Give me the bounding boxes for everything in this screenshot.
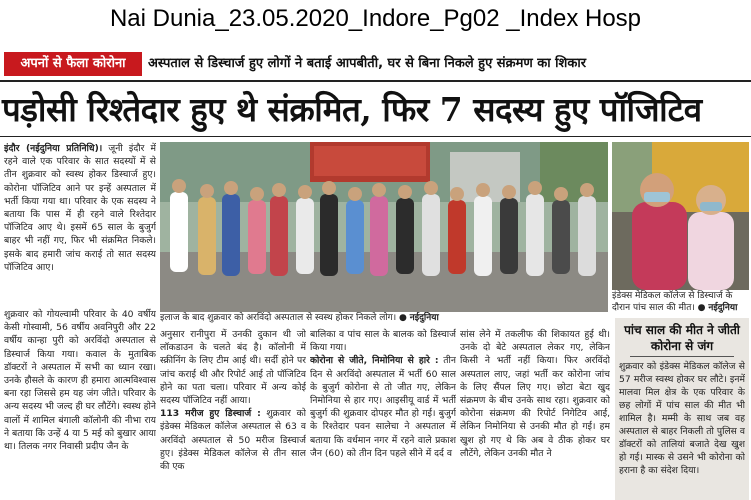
sidebar-title: पांच साल की मीत ने जीती कोरोना से जंग — [624, 323, 740, 353]
paragraph: जूनी इंदौर में रहने वाले एक परिवार के सात सदस्यों में से तीन शुक्रवार को स्वस्थ होकर डिस्चार्ज हुए। कोरोना पॉजिटिव आने पर इन्हें अस्पताल में भर्ती किया गया था। परिवार के एक सदस्य ने बताया कि पास में ही रहने वाले रिश्तेदार पॉजिटिव आए थे। इसमें 65 साल के बुजुर्ग बाहर भी नहीं गए, फिर भी संक्रमित निकले। इसके बाद हमारी जांच कराई तो सात सदस्य पॉजिटिव आए। — [4, 143, 156, 273]
sidebar-text: शुक्रवार को इंडेक्स मेडिकल कॉलेज से 57 मरीज स्वस्थ होकर घर लौटे। इनमें मालवा मिल क्षेत्र के एक परिवार के छह लोगों में पांच साल की मीत भी शामिल है। मम्मी के साथ जब वह अस्पताल से बाहर निकली तो पुलिस व डॉक्टरों को तालियां बजाते देख खुश हो गई। मास्क से उसने भी कोरोना को हराना है का संदेश दिया। — [619, 361, 745, 476]
paragraph: सांस लेने में तकलीफ की शिकायत हुई थी। उनके दो बेटे अस्पताल लेकर गए, लेकिन किसी ने भर्ती नहीं किया। फिर अरविंदो अस्पताल लाए, जहां भर्ती कर कोरोना जांच के लिए सैंपल लिए गए। छोटा बेटा खुद संक्रमण के बीच उनके साथ रहा। शुक्रवार को कोरोना संक्रमण की रिपोर्ट निगेटिव आई, लेकिन निमोनिया से उनकी मौत हो गई। हम खुश हो गए थे कि अब वे ठीक होकर घर लौटेंगे, लेकिन उनकी मौत ने — [460, 329, 610, 459]
subheadline: अस्पताल से डिस्चार्ज हुए लोगों ने बताई आपबीती, घर से बिना निकले हुए संक्रमण का शिकार — [148, 56, 587, 71]
divider — [0, 136, 751, 137]
page-caption: Nai Dunia_23.05.2020_Indore_Pg02 _Index Hosp — [109, 5, 642, 32]
paragraph: अनुसार रानीपुरा में उनकी दुकान थी जो लॉकडाउन के चलते बंद है। कॉलोनी में स्क्रीनिंग के लिए टीम आई थी। सर्दी होने पर जांच कराई थी और रिपोर्ट आई तो पॉजिटिव होने का पता चला। परिवार में अन्य कोई सदस्य पॉजिटिव नहीं आया। — [160, 329, 306, 407]
photo-caption — [612, 290, 749, 316]
divider — [0, 80, 751, 82]
photo-caption — [160, 312, 608, 325]
article-column-2 — [160, 328, 306, 500]
caption-source: नईदुनिया — [708, 303, 738, 313]
photo-discharged-patients — [160, 142, 608, 312]
dateline: इंदौर (नईदुनिया प्रतिनिधि)। — [4, 143, 103, 154]
paragraph: बालिका व पांच साल के बालक को डिस्चार्ज किया गया। — [310, 329, 456, 354]
paragraph: शुक्रवार को इंडेक्स मेडिकल कॉलेज अस्पताल से 63 व अरविंदो अस्पताल से 50 मरीज डिस्चार्ज हुए। इंडेक्स मेडिकल कॉलेज से तीन साल की एक — [160, 408, 306, 473]
divider — [630, 356, 734, 357]
subheading: कोरोना से जीते, निमोनिया से हारे : — [310, 355, 439, 367]
kicker-label: अपनों से फैला कोरोना — [4, 52, 142, 76]
caption-text: इलाज के बाद शुक्रवार को अरविंदो अस्पताल से स्वस्थ होकर निकले लोग। ● — [160, 313, 407, 323]
photo-girl-meet — [612, 142, 749, 290]
paragraph: तीन दिन से अरविंदो अस्पताल में भर्ती 60 साल के बुजुर्ग कोरोना से तो जीत गए, लेकिन निमोनिया से हार गए। आइसीयू वार्ड में भर्ती बुजुर्ग की शुक्रवार दोपहर मौत हो गई। बुजुर्ग के रिश्तेदार पवन सालेचा ने अस्पताल में बताया कि वर्धमान नगर में रहने वाले प्रकाश जैन (60) को तीन दिन पहले सीने में दर्द व — [310, 355, 456, 459]
caption-text: इंडेक्स मेडिकल कॉलेज से डिस्चार्ज के दौरान पांच साल की मीत। ● — [612, 291, 733, 313]
caption-source: नईदुनिया — [409, 313, 439, 323]
paragraph: शुक्रवार को गोयल्वामी परिवार के 40 वर्षीय केसी गोस्वामी, 56 वर्षीय अवनिपुरी और 22 वर्षीय कान्हा पुरी को अरविंदो अस्पताल से डिस्चार्ज किया गया। कवाल के मुताबिक डॉक्टरों ने अस्पताल में सभी का ध्यान रखा। उनके हौसले के कारण ही हमारा आत्मविश्वास बना रहा जिससे हम यह जंग जीते। परिवार के अन्य सदस्य भी जल्द ही घर लौटेंगे। स्वस्थ होने वालों में शामिल बंगाली कॉलोनी की नीभा राय ने बताया कि उन्हें 4 या 5 मई को बुखार आया था। तिलक नगर निवासी प्रदीप जैन के — [4, 309, 156, 453]
article-column-3 — [310, 328, 456, 500]
article-column-1-bottom — [4, 308, 156, 500]
headline: पड़ोसी रिश्तेदार हुए थे संक्रमित, फिर 7 सदस्य हुए पॉजिटिव — [2, 90, 702, 129]
article-column-4 — [460, 328, 610, 500]
article-column-1-top — [4, 142, 156, 304]
subheading: 113 मरीज हुए डिस्चार्ज : — [160, 408, 261, 420]
